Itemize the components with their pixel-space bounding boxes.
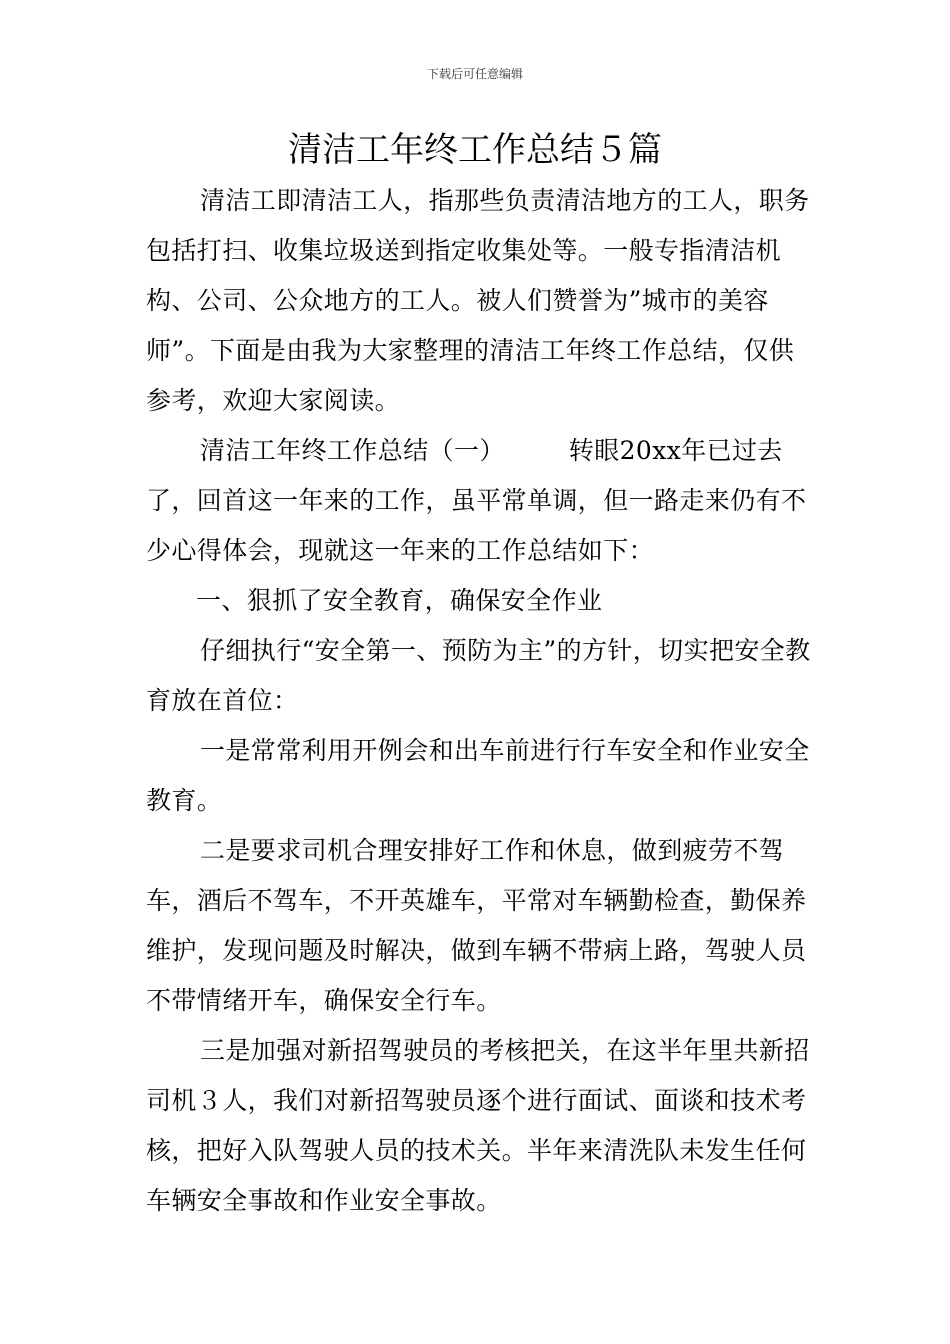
header-note: 下载后可任意编辑: [426, 67, 523, 81]
section-one-text: 转眼20xx年已过去了，回首这一年来的工作，虽平常单调，但一路走来仍有不少心得体会，现就这一年来的工作总结如下：: [146, 436, 807, 565]
subheading-safety: 一、狠抓了安全教育，确保安全作业: [196, 586, 603, 615]
point-one-paragraph: 一是常常利用开例会和出车前进行行车安全和作业安全教育。: [146, 736, 810, 815]
policy-paragraph: 仔细执行“安全第一、预防为主”的方针，切实把安全教育放在首位：: [146, 636, 811, 715]
document-title: 清洁工年终工作总结５篇: [288, 130, 662, 170]
section-label: 清洁工年终工作总结（一）: [200, 436, 505, 465]
intro-paragraph: 清洁工即清洁工人，指那些负责清洁地方的工人，职务包括打扫、收集垃圾送到指定收集处等。一般专指清洁机构、公司、公众地方的工人。被人们赞誉为”城市的美容师”。下面是由我为大家整理的清洁工年终工作总结，仅供参考，欢迎大家阅读。: [146, 186, 810, 415]
document-body: [146, 176, 814, 1226]
section-one-paragraph: [146, 426, 814, 576]
point-two-paragraph: 二是要求司机合理安排好工作和休息，做到疲劳不驾车，酒后不驾车，不开英雄车，平常对车辆勤检查，勤保养维护，发现问题及时解决，做到车辆不带病上路，驾驶人员不带情绪开车，确保安全行车。: [146, 836, 807, 1015]
point-three-paragraph: 三是加强对新招驾驶员的考核把关，在这半年里共新招司机３人，我们对新招驾驶员逐个进行面试、面谈和技术考核，把好入队驾驶人员的技术关。半年来清洗队未发生任何车辆安全事故和作业安全事故。: [146, 1036, 810, 1215]
